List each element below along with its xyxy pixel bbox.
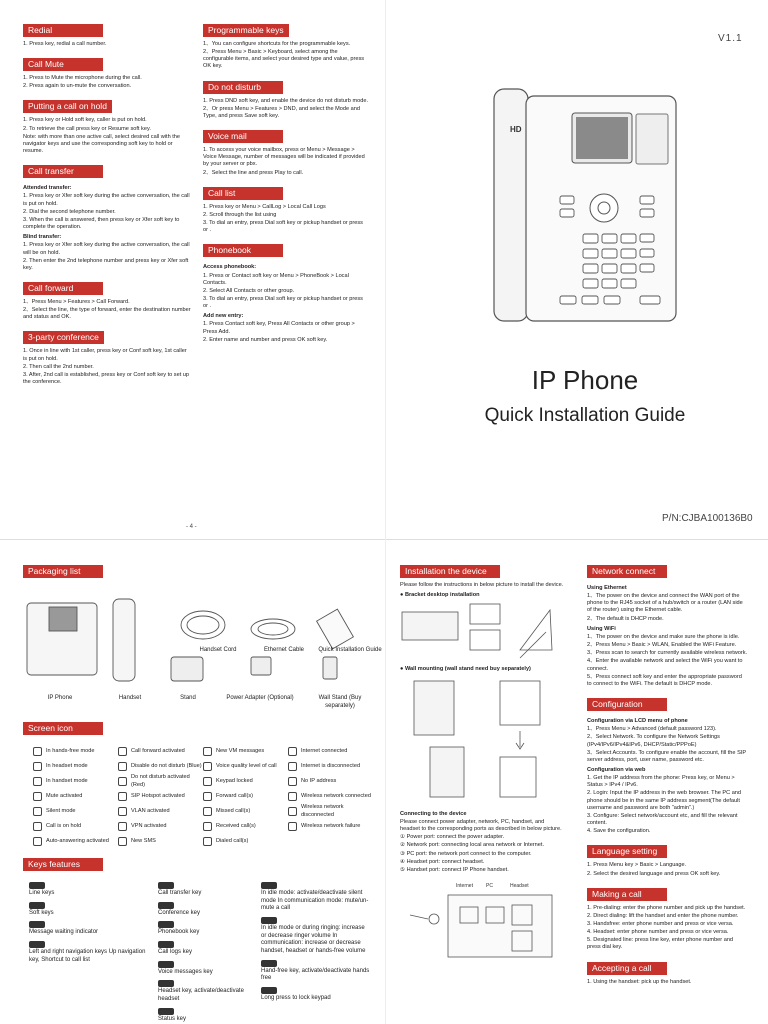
status-icon [288,762,297,771]
version-label: V1.1 [718,33,743,44]
left-column-top [23,24,191,529]
instruction-line: 1. Get the IP address from the phone: Press key, or Menu > Status > IPv4 / IPv6. [587,775,735,789]
cover-subtitle: Quick Installation Guide [484,405,686,426]
section-transfer [23,165,191,272]
cover-title: IP Phone [531,365,639,395]
status-icon [33,777,42,786]
port-description: ⑤ Handset port: connect IP Phone handset. [400,866,509,873]
icon-label: Voice quality level of call [216,762,277,769]
instruction-line: Note: with more than one active call, select desired call with the navigator keys and use the corresponding soft key to hold or resume. [23,133,181,155]
instruction-line: 4. Save the configuration. [587,828,651,835]
icon-cell [118,837,203,846]
key-feature-item [158,980,258,1003]
instruction-line: 2. Then call the 2nd number. [23,363,94,370]
key-feature-label: Left and right navigation keys Up navigation key, Shortcut to call list [29,949,146,963]
icon-label: Internet connected [301,747,348,754]
status-icon [118,837,127,846]
key-icon [29,921,45,928]
key-feature-item [261,987,371,1003]
key-feature-label: Conference key [158,909,201,916]
section-language [587,845,748,877]
instruction-line: 1. Press or Contact soft key or Menu > PhoneBook > Local Contacts. [203,272,349,286]
package-item-label: Wall Stand (Buy separately) [318,695,362,709]
section-title-config: Configuration [587,698,667,711]
section-redial [23,24,191,48]
key-feature-label: Call transfer key [158,890,202,896]
keys-features-title: Keys features [23,858,103,871]
icon-label: Received call(s) [216,822,256,829]
packaging-title: Packaging list [23,565,103,578]
page-fold-divider [0,539,768,540]
status-icon [118,807,127,816]
icon-label: Auto-answering activated [46,837,109,844]
status-icon [203,792,212,801]
status-icon [203,747,212,756]
status-icon [118,777,127,786]
icon-label: SIP Hotspot activated [131,792,185,799]
instruction-line: 2、Select Network. To configure the Network Settings (IPv4/IPv6/IPv4&IPv6, DHCP/Static/PPPoE) [587,734,720,748]
key-icon [158,882,174,889]
section-progkeys [203,24,368,71]
status-icon [203,822,212,831]
key-feature-item [158,961,258,977]
icon-cell [203,822,288,831]
key-feature-label: Phonebook key [158,929,200,936]
icon-cell [288,822,373,831]
key-feature-item [158,1008,258,1024]
status-icon [288,792,297,801]
section-network [587,565,748,688]
icon-cell [33,777,118,786]
subheading: Using Ethernet [587,585,627,591]
icon-cell [33,807,118,816]
key-feature-item [29,941,149,964]
package-item-label: Handset [118,695,142,701]
icon-label: Mute activated [46,792,83,799]
instruction-line: 3. After, 2nd call is established, press key or Conf soft key to set up the conference. [23,371,190,386]
icon-label: In headset mode [46,762,88,769]
icon-label: No IP address [301,777,337,784]
icon-cell [118,762,203,771]
section-title-conference: 3-party conference [23,331,104,344]
status-icon [288,822,297,831]
right-column-bottom [587,565,748,1024]
icon-label: Wireless network failure [301,822,361,829]
instruction-line: 1. Press key or Menu > CallLog > Local Call Logs [203,203,326,210]
key-icon [29,902,45,909]
key-icon [158,1008,174,1015]
instruction-line: 2、Press Menu > Basic > WLAN, Enabled the WiFi Feature. [587,642,737,649]
key-feature-item [261,882,371,913]
instruction-line: 2. Then enter the 2nd telephone number and press key or Xfer soft key. [23,257,189,271]
icon-cell [203,762,288,771]
instruction-line: 1. To access your voice mailbox, press or Menu > Message > Voice Message, number of messages will be indicated if provided by your server or pbx. [203,147,365,168]
key-icon [29,941,45,948]
instruction-line: 2. Login: Input the IP address in the web browser. The PC and phone should be in the same IP address segment(The default username and password are both “admin”.) [587,790,742,811]
icon-row [33,744,373,759]
key-feature-label: Call logs key [158,949,193,956]
key-icon [158,980,174,987]
section-title-redial: Redial [23,24,103,37]
key-feature-label: Headset key, activate/deactivate headset [158,988,244,1003]
key-icon [261,987,277,994]
subheading: Blind transfer: [23,234,62,241]
section-title-mute: Call Mute [23,58,103,71]
instruction-line: 1. Using the handset: pick up the handset. [587,978,692,985]
instruction-line: 3. When the call is answered, then press key or Xfer soft key to complete the operation. [23,216,180,231]
instruction-line: 5、Press connect soft key and enter the appropriate password to connect to the WiFi. The default is DHCP mode. [587,673,742,687]
key-icon [158,902,174,909]
key-feature-label: Line keys [29,890,55,896]
part-number: P/N:CJBA100136B0 [662,513,753,524]
instruction-line: 2、Select the line, the type of forward, enter the destination number and status and OK. [23,307,191,321]
icon-cell [33,762,118,771]
section-dnd [203,81,368,120]
icon-label: Call is on hold [46,822,82,829]
key-feature-label: Long press to lock keypad [261,995,331,1002]
instruction-line: 2、Press Menu > Basic > Keyboard, select among the configurable items, and select your desired type and value, press OK key. [203,49,365,70]
section-phonebook [203,244,368,344]
section-title-network: Network connect [587,565,667,578]
instruction-line: 3、Press scan to search for currently available wireless network. [587,650,748,657]
status-icon [33,822,42,831]
section-title-phonebook: Phonebook [203,244,283,257]
instruction-line: 4、Enter the available network and select the WiFi you want to connect. [587,658,743,672]
instruction-line: 1. Press key or Xfer soft key during the active conversation, the call is put on hold. [23,193,190,207]
section-title-transfer: Call transfer [23,165,103,178]
page-number: - 4 - [186,524,197,530]
icon-label: Silent mode [46,807,76,814]
instruction-line: 1. Press key or Xfer soft key during the active conversation, the call will be on hold. [23,242,190,256]
instruction-line: 4. Headset: enter phone number and press or vice versa. [587,929,729,936]
key-icon [261,882,277,889]
installation-title: Installation the device [400,565,500,578]
subheading: Access phonebook: [203,264,257,271]
icon-label: Dialed call(s) [216,837,249,844]
instruction-line: 3. Configure: Select network/account etc, and fill the relevant content. [587,812,738,827]
icon-label: Wireless network connected [301,792,371,799]
instruction-line: 1、Press Menu > Advanced (default password 123). [587,726,717,733]
subheading: Using WiFi [587,625,616,632]
instruction-line: 1. Press DND soft key, and enable the device do not disturb mode. [203,97,368,104]
section-title-making: Making a call [587,888,667,901]
key-feature-label: Status key [158,1015,187,1022]
port-label-pc: PC [486,883,493,890]
status-icon [33,762,42,771]
icon-cell [288,747,373,756]
icon-label: New VM messages [216,747,265,754]
icon-label: New SMS [131,837,156,844]
icon-cell [288,804,373,818]
icon-label: VLAN activated [131,807,170,814]
icon-cell [33,792,118,801]
port-description: ② Network port: connecting local area network or Internet. [400,842,544,849]
instruction-line: 1. Pre-dialing: enter the phone number and pick up the handset. [587,904,746,911]
icon-cell [203,807,288,816]
icon-label: Wireless network disconnected [301,804,344,818]
icon-cell [203,837,288,846]
icon-label: Forward call(s) [216,792,253,799]
instruction-line: 3. Handsfree: enter phone number and press or vice versa. [587,921,734,927]
status-icon [118,792,127,801]
icon-label: Disable do not disturb (Blue) [131,762,202,769]
status-icon [33,747,42,756]
key-feature-label: In idle mode or during ringing: increase or decrease ringer volume In communication: increase or decrease handset, headset or hands-free volume [261,925,366,955]
installation-bullet-desktop: ● Bracket desktop installation [400,592,480,599]
icon-row [33,774,373,789]
instruction-line: 5. Designated line: press line key, enter phone number and press dial key. [587,937,734,951]
status-icon [203,837,212,846]
package-item-label: Quick Installation Guide [318,647,382,653]
icon-row [33,834,373,849]
instruction-line: 1、The power on the device and connect the WAN port of the phone to the RJ45 socket of a hub/switch or a router (LAN side of the router) using the Ethernet cable. [587,593,743,614]
icon-cell [203,777,288,786]
packaging-list [23,565,383,715]
instruction-line: 2. Select the desired language and press OK soft key. [587,870,721,877]
instruction-line: 2. Scroll through the list using [203,211,277,218]
subheading: Add new entry: [203,313,244,320]
key-feature-item [158,921,258,937]
instruction-line: 1. Press Contact soft key, Press All Contacts or other group > Press Add. [203,321,355,335]
status-icon [118,822,127,831]
installation-bullet-wall: ● Wall mounting (wall stand need buy separately) [400,666,531,673]
desktop-install-illustration [400,600,560,660]
brand-logo: HD [510,125,522,134]
instruction-line: 3、Select Accounts. To configure enable the account, fill the SIP server address, port, user name, password etc. [587,749,747,763]
status-icon [288,747,297,756]
icon-cell [33,822,118,831]
keys-features-section [23,858,383,1024]
section-title-accepting: Accepting a call [587,962,667,975]
subheading: Attended transfer: [23,185,72,192]
section-title-calllist: Call list [203,187,283,200]
port-description: ① Power port: connect the power adapter. [400,834,505,841]
key-feature-label: Hand-free key, activate/deactivate hands free [261,967,370,982]
icon-cell [288,762,373,771]
icon-row [33,789,373,804]
status-icon [118,762,127,771]
icon-cell [203,747,288,756]
instruction-line: 1. Press Menu key > Basic > Language. [587,862,687,869]
status-icon [33,807,42,816]
instruction-line: 2、The default is DHCP mode. [587,615,664,622]
instruction-line: 1、You can configure shortcuts for the programmable keys. [203,41,351,47]
package-item-label: Ethernet Cable [263,647,305,653]
section-voicemail [203,130,368,177]
package-item-label: Power Adapter (Optional) [226,695,294,701]
ip-phone-illustration [480,86,680,326]
connect-intro: Please connect power adapter, network, PC, handset, and headset to the corresponding ports as described in below picture. [400,818,562,833]
status-icon [288,807,297,816]
key-icon [158,961,174,968]
key-feature-item [261,917,371,956]
section-title-voicemail: Voice mail [203,130,283,143]
connect-title: Connecting to the device [400,810,467,817]
column-divider [385,0,386,1024]
instruction-line: 2. Enter name and number and press OK soft key. [203,336,328,343]
icon-row [33,759,373,774]
key-feature-label: Soft keys [29,909,54,916]
key-feature-item [29,921,149,937]
section-forward [23,282,191,321]
instruction-line: 1. Press to Mute the microphone during the call. [23,75,142,82]
screen-icon-title: Screen icon [23,722,103,735]
section-calllist [203,187,368,235]
instruction-line: 1. Press key or Hold soft key, caller is put on hold. [23,117,147,124]
section-title-forward: Call forward [23,282,103,295]
instruction-line: 1、The power on the device and make sure the phone is idle. [587,633,740,640]
key-feature-item [158,941,258,957]
key-feature-item [158,902,258,918]
key-icon [261,917,277,924]
package-item-label: IP Phone [47,695,73,701]
instruction-line: 2. Direct dialing: lift the handset and enter the phone number. [587,912,739,919]
icon-cell [118,807,203,816]
port-label-headset: Headset [510,883,529,890]
middle-column-top [203,24,368,529]
key-icon [29,882,45,889]
icon-row [33,804,373,819]
icon-label: Keypad locked [216,777,253,784]
subheading: Configuration via LCD menu of phone [587,718,688,725]
instruction-line: 2. Dial the second telephone number. [23,208,116,215]
section-mute [23,58,191,90]
icon-cell [118,822,203,831]
instruction-line: 2. To retrieve the call press key or Resume soft key. [23,125,151,132]
section-making [587,888,748,952]
icon-cell [33,747,118,756]
status-icon [288,777,297,786]
section-hold [23,100,191,155]
status-icon [33,837,42,846]
instruction-line: 1. Once in line with 1st caller, press key or Conf soft key, 1st caller is put on hold. [23,348,187,362]
port-description: ③ PC port: the network port connect to the computer. [400,850,532,857]
package-item-label: Handset Cord [199,647,237,653]
icon-label: In hands-free mode [46,747,95,754]
instruction-line: 3. To dial an entry, press Dial soft key or pickup handset or press or . [203,220,363,234]
instruction-line: 2. Select All Contacts or other group. [203,287,295,294]
instruction-line: 2. Press again to un-mute the conversation. [23,83,132,90]
section-config [587,698,748,835]
icon-cell [118,792,203,801]
package-item-label: Stand [180,695,196,701]
icon-label: Do not disturb activated (Red) [131,774,190,788]
key-feature-item [29,902,149,918]
subheading: Configuration via web [587,766,646,773]
section-title-progkeys: Programmable keys [203,24,289,37]
key-feature-label: Message waiting indicator [29,929,99,936]
icon-label: VPN activated [131,822,167,829]
icon-cell [203,792,288,801]
port-description: ④ Headset port: connect headset. [400,858,485,865]
key-feature-item [29,882,149,898]
icon-row [33,819,373,834]
key-feature-item [261,960,371,983]
key-feature-label: Voice messages key [158,968,213,975]
section-title-language: Language setting [587,845,667,858]
status-icon [118,747,127,756]
key-feature-item [158,882,258,898]
packaging-illustration [23,585,383,685]
section-accepting [587,962,748,986]
instruction-line: 1. Press key, redial a call number. [23,41,107,47]
key-icon [158,941,174,948]
icon-cell [33,837,118,846]
installation-section [400,565,565,1024]
icon-cell [288,777,373,786]
instruction-line: 1、Press Menu > Features > Call Forward. [23,298,130,305]
key-icon [261,960,277,967]
icon-cell [118,774,203,788]
icon-label: Call forward activated [131,747,185,754]
status-icon [203,807,212,816]
section-title-dnd: Do not disturb [203,81,283,94]
icon-label: In handset mode [46,777,88,784]
section-title-hold: Putting a call on hold [23,100,112,113]
instruction-line: 2、Select the line and press Play to call. [203,169,304,176]
status-icon [203,777,212,786]
section-conference [23,331,191,386]
installation-intro: Please follow the instructions in below picture to install the device. [400,582,564,588]
icon-label: Internet is disconnected [301,762,361,769]
port-label-internet: Internet [456,883,473,890]
key-feature-label: In idle mode: activate/deactivate silent mode In communication mode: mute/un-mute a call [261,890,369,912]
instruction-line: 3. To dial an entry, press Dial soft key or pickup handset or press or . [203,295,363,310]
screen-icon-grid [33,744,373,849]
icon-cell [118,747,203,756]
status-icon [203,762,212,771]
key-icon [158,921,174,928]
ports-illustration [400,875,565,965]
instruction-line: 2、Or press Menu > Features > DND, and select the Mode and Type, and press Save soft key. [203,105,361,119]
icon-label: Missed call(s) [216,807,251,814]
status-icon [33,792,42,801]
icon-cell [288,792,373,801]
wall-install-illustration [400,675,560,805]
